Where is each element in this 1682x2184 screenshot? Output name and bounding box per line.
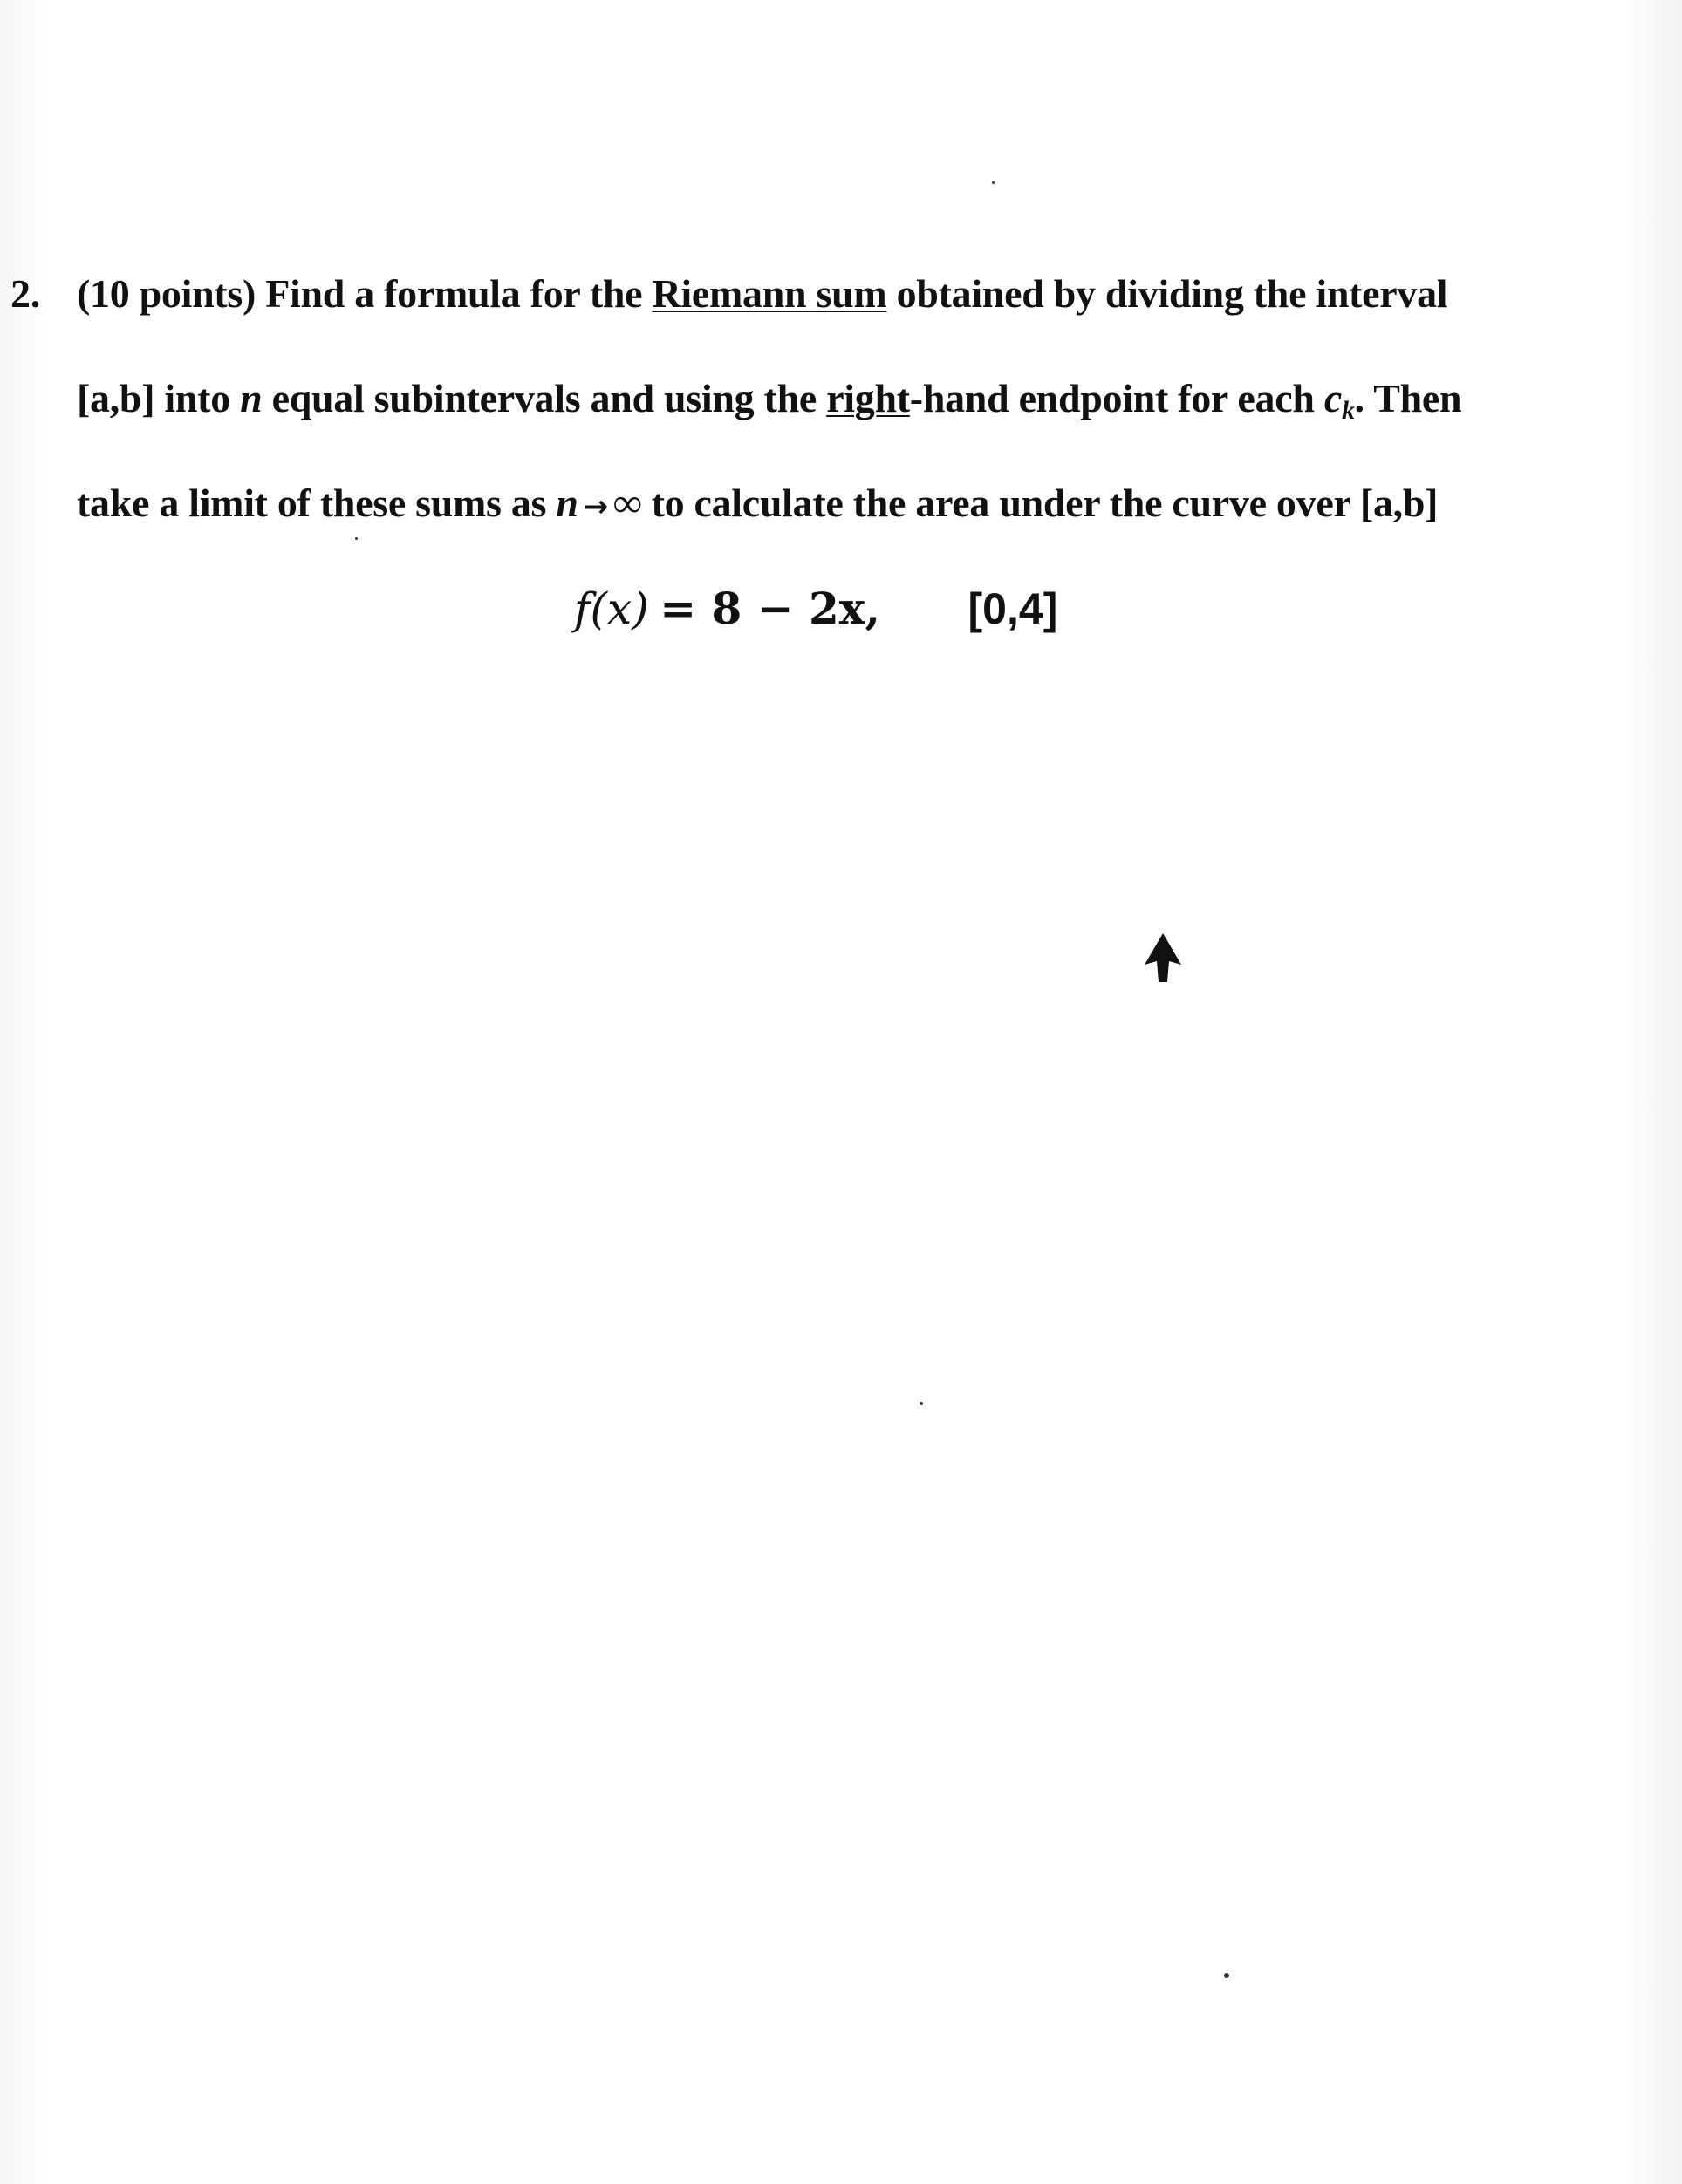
- problem-line-1: [10, 270, 1447, 317]
- line2-mid: equal subintervals and using the: [271, 376, 817, 420]
- line1-end: obtained by dividing the interval: [896, 271, 1448, 316]
- mouse-cursor-icon: [1143, 932, 1183, 984]
- line3-start: take a limit of these sums as: [77, 481, 547, 525]
- problem-number: 2.: [10, 271, 40, 316]
- function-formula: [574, 583, 1057, 634]
- n-variable: n: [240, 376, 263, 420]
- line2-end: -hand endpoint for each: [909, 376, 1315, 420]
- ck-c: c: [1323, 376, 1342, 420]
- problem-line-3: [77, 480, 1438, 526]
- n-variable-2: n: [556, 481, 578, 525]
- line2-start: [a,b] into: [77, 376, 230, 420]
- line3-end: ∞ to calculate the area under the curve over [a,b]: [612, 481, 1439, 525]
- problem-line-2: [77, 375, 1461, 426]
- formula-rhs: = 8 − 2x,: [660, 583, 881, 634]
- ck-k: k: [1341, 396, 1355, 425]
- arrow-icon: →: [583, 489, 608, 524]
- riemann-sum-term: Riemann sum: [652, 271, 887, 316]
- paper-speck: [355, 537, 358, 540]
- right-term: right: [826, 376, 910, 420]
- formula-interval: [0,4]: [967, 584, 1058, 633]
- points-label: (10 points): [77, 271, 256, 316]
- paper-speck: [992, 181, 995, 184]
- paper-speck: [920, 1402, 923, 1405]
- paper-speck: [1224, 1973, 1229, 1978]
- then-text: . Then: [1354, 376, 1462, 420]
- formula-lhs: f(x): [574, 584, 649, 634]
- line1-text: Find a formula for the: [265, 271, 643, 316]
